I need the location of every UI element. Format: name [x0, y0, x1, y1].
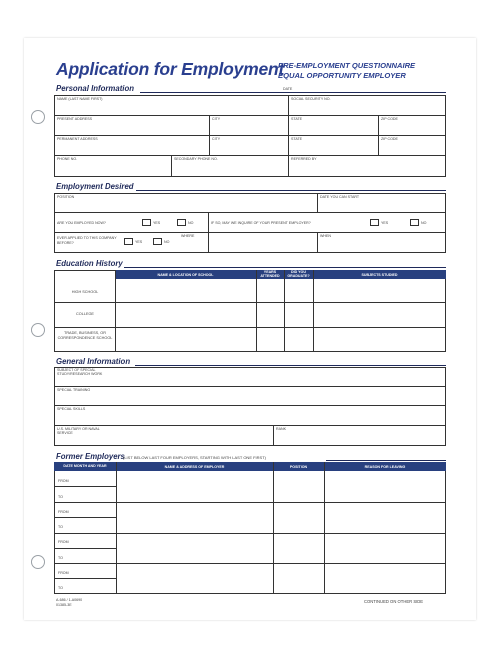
- no-label: NO: [164, 240, 170, 244]
- section-title-general: General Information: [56, 357, 131, 366]
- position-label: POSITION: [57, 195, 75, 199]
- yes-label: YES: [135, 240, 143, 244]
- state-label-2: STATE: [291, 137, 303, 141]
- employer-2-to: TO: [58, 525, 63, 529]
- form-subtitle-eoe: EQUAL OPPORTUNITY EMPLOYER: [278, 71, 406, 80]
- inquire-no-checkbox[interactable]: [410, 219, 419, 226]
- section-rule: [136, 190, 446, 191]
- col-header-school: NAME & LOCATION OF SCHOOL: [115, 270, 256, 279]
- former-employers-table[interactable]: [54, 462, 446, 594]
- zip-label-2: ZIP CODE: [381, 137, 398, 141]
- former-employers-note: (LIST BELOW LAST FOUR EMPLOYERS, STARTING WITH LAST ONE FIRST): [123, 455, 266, 460]
- section-rule: [135, 365, 446, 366]
- form-code-1: A-686 / 1-A0690: [56, 598, 83, 602]
- col-header-date: DATE MONTH AND YEAR: [54, 462, 116, 471]
- section-rule: [326, 460, 446, 461]
- applied-yes-checkbox[interactable]: [124, 238, 133, 245]
- employed-no-checkbox[interactable]: [177, 219, 186, 226]
- rank-label: RANK: [276, 427, 286, 431]
- edu-row-trade: TRADE, BUSINESS, OR CORRESPONDENCE SCHOOL: [57, 331, 113, 340]
- section-title-personal: Personal Information: [56, 84, 134, 93]
- city-label: CITY: [212, 117, 221, 121]
- start-date-label: DATE YOU CAN START: [320, 195, 360, 199]
- col-header-employer: NAME & ADDRESS OF EMPLOYER: [116, 462, 273, 471]
- form-code-2: 01385-3E: [56, 603, 72, 607]
- personal-info-box[interactable]: [54, 95, 446, 177]
- employer-3-to: TO: [58, 556, 63, 560]
- col-header-reason: REASON FOR LEAVING: [324, 462, 446, 471]
- when-label: WHEN: [320, 234, 331, 238]
- phone-label: PHONE NO.: [57, 157, 78, 161]
- city-label-2: CITY: [212, 137, 221, 141]
- where-label: WHERE: [181, 234, 195, 238]
- col-header-graduate: DID YOU GRADUATE?: [284, 270, 313, 279]
- employer-1-from: FROM: [58, 479, 69, 483]
- no-label: NO: [188, 221, 194, 225]
- col-header-position: POSITION: [273, 462, 324, 471]
- form-subtitle-questionnaire: PRE-EMPLOYMENT QUESTIONNAIRE: [278, 61, 416, 70]
- punch-hole-bottom: [31, 555, 45, 569]
- employer-1-to: TO: [58, 495, 63, 499]
- inquire-label: IF SO, MAY WE INQUIRE OF YOUR PRESENT EMPLOYER?: [211, 221, 311, 225]
- col-header-years: YEARS ATTENDED: [256, 270, 284, 279]
- form-title: Application for Employment: [56, 59, 285, 79]
- employed-now-label: ARE YOU EMPLOYED NOW?: [57, 221, 106, 225]
- punch-hole-top: [31, 110, 45, 124]
- edu-row-college: COLLEGE: [76, 312, 94, 316]
- zip-label: ZIP CODE: [381, 117, 398, 121]
- ssn-label: SOCIAL SECURITY NO.: [291, 97, 331, 101]
- employer-4-from: FROM: [58, 571, 69, 575]
- yes-label: YES: [153, 221, 161, 225]
- referred-by-label: REFERRED BY: [291, 157, 317, 161]
- inquire-yes-checkbox[interactable]: [370, 219, 379, 226]
- yes-label: YES: [381, 221, 389, 225]
- employer-3-from: FROM: [58, 540, 69, 544]
- employer-4-to: TO: [58, 586, 63, 590]
- special-training-label: SPECIAL TRAINING: [57, 388, 91, 392]
- state-label: STATE: [291, 117, 303, 121]
- date-label: DATE: [283, 87, 293, 91]
- name-label: NAME (LAST NAME FIRST): [57, 97, 103, 101]
- military-label: U.S. MILITARY OR NAVAL SERVICE: [57, 427, 100, 436]
- special-study-label: SUBJECT OF SPECIAL STUDY/RESEARCH WORK: [57, 368, 103, 377]
- continued-note: CONTINUED ON OTHER SIDE: [364, 599, 424, 604]
- present-address-label: PRESENT ADDRESS: [57, 117, 93, 121]
- employer-2-from: FROM: [58, 510, 69, 514]
- permanent-address-label: PERMANENT ADDRESS: [57, 137, 98, 141]
- section-title-former: Former Employers: [56, 452, 125, 461]
- section-title-employment: Employment Desired: [56, 182, 134, 191]
- secondary-phone-label: SECONDARY PHONE NO.: [174, 157, 218, 161]
- section-rule: [140, 92, 446, 93]
- punch-hole-middle: [31, 323, 45, 337]
- general-info-box[interactable]: [54, 367, 446, 446]
- special-skills-label: SPECIAL SKILLS: [57, 407, 86, 411]
- applied-no-checkbox[interactable]: [153, 238, 162, 245]
- edu-row-high-school: HIGH SCHOOL: [71, 290, 99, 294]
- col-header-subjects: SUBJECTS STUDIED: [313, 270, 446, 279]
- employed-yes-checkbox[interactable]: [142, 219, 151, 226]
- no-label: NO: [421, 221, 427, 225]
- section-rule: [124, 267, 446, 268]
- section-title-education: Education History: [56, 259, 123, 268]
- ever-applied-label: EVER APPLIED TO THIS COMPANY BEFORE?: [57, 236, 117, 245]
